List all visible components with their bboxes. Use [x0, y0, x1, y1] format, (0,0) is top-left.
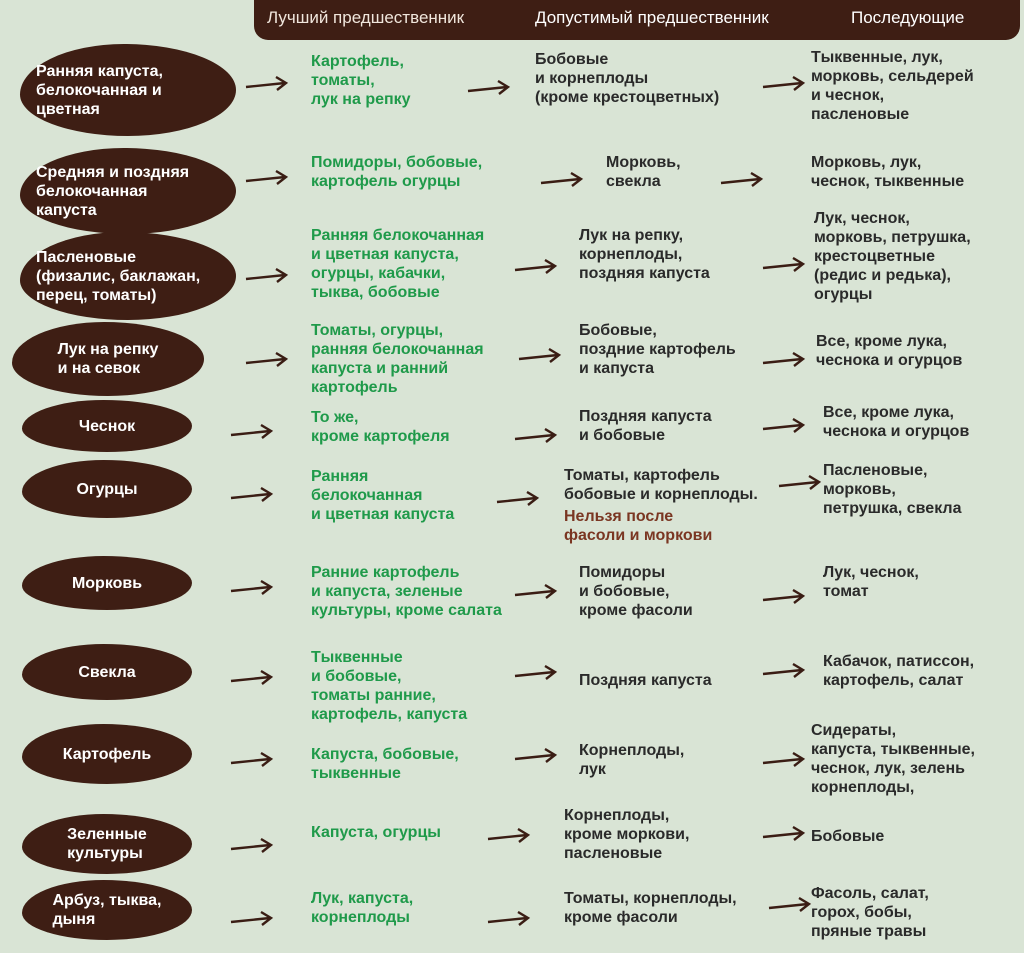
best-predecessor: Помидоры, бобовые, картофель огурцы	[311, 154, 483, 190]
crop-name: Зеленные культуры	[67, 826, 147, 862]
right-arrow-icon	[514, 665, 558, 683]
right-arrow-icon	[230, 424, 274, 442]
allowed-predecessor: Лук на репку, корнеплоды, поздняя капуста	[579, 227, 710, 282]
right-arrow-icon	[514, 259, 558, 277]
right-arrow-icon	[487, 828, 531, 846]
following-crops: Фасоль, салат, горох, бобы, пряные травы	[811, 885, 929, 940]
crop-name: Свекла	[78, 663, 136, 681]
right-arrow-icon	[230, 580, 274, 598]
best-predecessor: Ранняя белокочанная и цветная капуста, огурцы, кабачки, тыква, бобовые	[311, 227, 485, 301]
right-arrow-icon	[514, 584, 558, 602]
right-arrow-icon	[762, 752, 806, 770]
right-arrow-icon	[762, 663, 806, 681]
following-crops: Кабачок, патиссон, картофель, салат	[823, 653, 975, 689]
best-predecessor: Ранние картофель и капуста, зеленые культуры, кроме салата	[311, 564, 502, 619]
right-arrow-icon	[487, 911, 531, 929]
crop-name: Картофель	[62, 745, 152, 763]
right-arrow-icon	[762, 418, 806, 436]
right-arrow-icon	[768, 897, 812, 915]
right-arrow-icon	[245, 76, 289, 94]
header-allowed: Допустимый предшественник	[535, 8, 769, 27]
right-arrow-icon	[778, 475, 822, 493]
best-predecessor: Томаты, огурцы, ранняя белокочанная капуста и ранний картофель	[311, 322, 484, 396]
crop-name: Средняя и поздняя белокочанная капуста	[36, 163, 190, 219]
following-crops: Лук, чеснок, морковь, петрушка, крестоцветные (редис и редька), огурцы	[814, 210, 971, 303]
crop-label	[22, 814, 192, 874]
right-arrow-icon	[230, 752, 274, 770]
right-arrow-icon	[245, 268, 289, 286]
best-predecessor: Лук, капуста, корнеплоды	[311, 890, 414, 926]
following-crops: Все, кроме лука, чеснока и огурцов	[816, 333, 963, 369]
header-next: Последующие	[851, 8, 965, 27]
right-arrow-icon	[230, 838, 274, 856]
crop-name: Лук на репку и на севок	[57, 341, 159, 377]
crop-label	[22, 460, 192, 518]
allowed-predecessor: Корнеплоды, лук	[579, 742, 685, 778]
best-predecessor: Ранняя белокочанная и цветная капуста	[311, 468, 455, 523]
following-crops: Все, кроме лука, чеснока и огурцов	[823, 404, 970, 440]
right-arrow-icon	[514, 748, 558, 766]
right-arrow-icon	[762, 352, 806, 370]
following-crops: Морковь, лук, чеснок, тыквенные	[811, 154, 965, 190]
right-arrow-icon	[762, 257, 806, 275]
following-crops: Сидераты, капуста, тыквенные, чеснок, лук, зелень корнеплоды,	[811, 722, 975, 796]
crop-name: Чеснок	[78, 417, 136, 435]
crop-label	[22, 400, 192, 452]
right-arrow-icon	[540, 172, 584, 190]
crop-name: Огурцы	[76, 480, 138, 498]
allowed-predecessor: Поздняя капуста и бобовые	[579, 408, 712, 444]
best-predecessor: То же, кроме картофеля	[311, 409, 450, 445]
following-crops: Лук, чеснок, томат	[823, 564, 919, 600]
right-arrow-icon	[230, 911, 274, 929]
right-arrow-icon	[230, 670, 274, 688]
allowed-predecessor: Томаты, корнеплоды, кроме фасоли	[564, 890, 737, 926]
allowed-predecessor: Морковь, свекла	[606, 154, 681, 190]
right-arrow-icon	[762, 826, 806, 844]
following-crops: Бобовые	[811, 828, 885, 845]
crop-name: Морковь	[71, 574, 143, 592]
right-arrow-icon	[514, 428, 558, 446]
crop-label	[20, 232, 236, 320]
header-best: Лучший предшественник	[267, 8, 465, 27]
allowed-predecessor: Помидоры и бобовые, кроме фасоли	[579, 564, 693, 619]
crop-label	[22, 556, 192, 610]
following-crops: Пасленовые, морковь, петрушка, свекла	[823, 462, 962, 517]
allowed-predecessor: Томаты, картофель бобовые и корнеплоды.	[564, 467, 758, 503]
allowed-predecessor: Поздняя капуста	[579, 672, 712, 689]
right-arrow-icon	[720, 172, 764, 190]
crop-label	[22, 724, 192, 784]
crop-label	[12, 322, 204, 396]
predecessor-warning: Нельзя после фасоли и моркови	[564, 508, 713, 544]
following-crops: Тыквенные, лук, морковь, сельдерей и чеснок, пасленовые	[811, 49, 974, 123]
best-predecessor: Капуста, огурцы	[311, 824, 441, 841]
right-arrow-icon	[245, 352, 289, 370]
right-arrow-icon	[245, 170, 289, 188]
crop-name: Ранняя капуста, белокочанная и цветная	[36, 62, 163, 118]
right-arrow-icon	[467, 80, 511, 98]
right-arrow-icon	[762, 589, 806, 607]
crop-name: Пасленовые (физалис, баклажан, перец, томаты)	[36, 248, 201, 304]
crop-label	[20, 148, 236, 234]
allowed-predecessor: Бобовые и корнеплоды (кроме крестоцветных)	[535, 51, 720, 106]
crop-name: Арбуз, тыква, дыня	[52, 892, 162, 928]
best-predecessor: Картофель, томаты, лук на репку	[311, 53, 411, 108]
crop-label	[20, 44, 236, 136]
allowed-predecessor: Корнеплоды, кроме моркови, пасленовые	[564, 807, 690, 862]
crop-label	[22, 880, 192, 940]
right-arrow-icon	[762, 76, 806, 94]
allowed-predecessor: Бобовые, поздние картофель и капуста	[579, 322, 736, 377]
right-arrow-icon	[518, 348, 562, 366]
right-arrow-icon	[230, 487, 274, 505]
crop-label	[22, 644, 192, 700]
best-predecessor: Капуста, бобовые, тыквенные	[311, 746, 459, 782]
best-predecessor: Тыквенные и бобовые, томаты ранние, картофель, капуста	[311, 649, 468, 723]
right-arrow-icon	[496, 491, 540, 509]
